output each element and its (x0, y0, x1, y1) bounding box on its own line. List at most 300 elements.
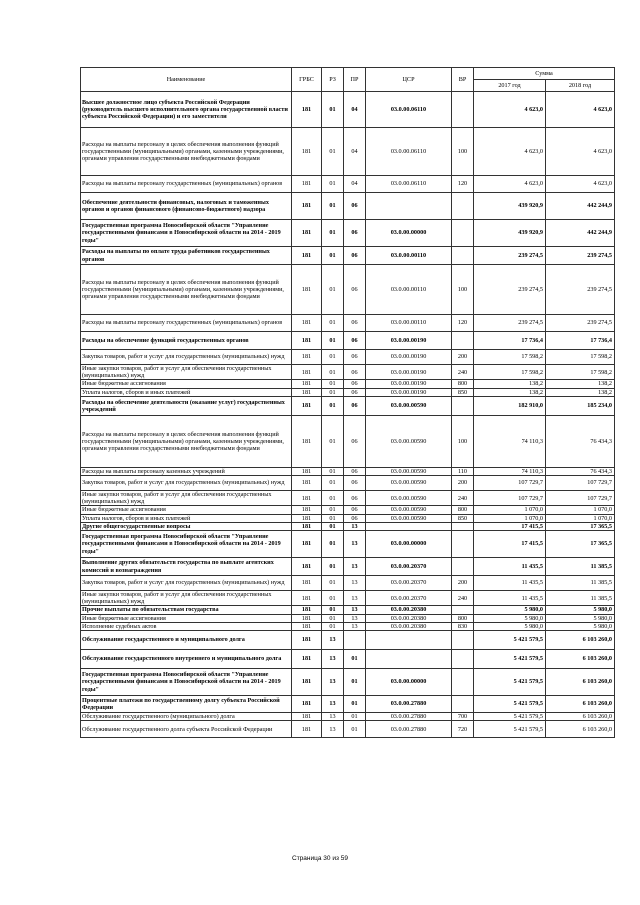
cell-rz: 01 (322, 622, 344, 630)
cell-pr: 06 (344, 315, 366, 332)
table-row (81, 176, 615, 193)
cell-pr: 01 (344, 696, 366, 713)
cell-vr (452, 220, 474, 247)
cell-grbs: 181 (292, 315, 322, 332)
cell-grbs: 181 (292, 128, 322, 176)
cell-sum-2018: 11 385,5 (546, 558, 615, 576)
cell-vr: 120 (452, 176, 474, 193)
cell-name: Другие общегосударственные вопросы (81, 522, 292, 530)
table-row (81, 721, 615, 738)
cell-sum-2018: 5 980,0 (546, 622, 615, 630)
table-row (81, 467, 615, 475)
cell-name: Процентные платежи по государственному долгу субъекта Российской Федерации (81, 696, 292, 713)
cell-rz: 01 (322, 591, 344, 606)
cell-vr (452, 696, 474, 713)
cell-sum-2018: 1 070,0 (546, 506, 615, 514)
cell-csr: 03.0.00.00000 (366, 669, 452, 696)
cell-pr: 13 (344, 522, 366, 530)
table-row (81, 614, 615, 622)
cell-csr: 03.0.00.27880 (366, 713, 452, 721)
cell-name: Государственная программа Новосибирской области "Управление государственными финансами в Новосибирской области на 2014 - 2019 годы" (81, 669, 292, 696)
cell-sum-2017: 11 435,5 (474, 558, 546, 576)
cell-vr: 100 (452, 415, 474, 467)
cell-sum-2017: 5 980,0 (474, 614, 546, 622)
cell-sum-2018: 11 385,5 (546, 591, 615, 606)
header-sum: Сумма (474, 68, 615, 80)
cell-sum-2017: 5 421 579,5 (474, 669, 546, 696)
cell-sum-2018: 5 980,0 (546, 614, 615, 622)
cell-sum-2018: 17 365,5 (546, 522, 615, 530)
table-row (81, 415, 615, 467)
cell-rz: 01 (322, 380, 344, 388)
cell-sum-2017: 5 421 579,5 (474, 631, 546, 650)
cell-sum-2017: 5 980,0 (474, 622, 546, 630)
cell-sum-2018: 138,2 (546, 388, 615, 396)
cell-grbs: 181 (292, 558, 322, 576)
table-row (81, 380, 615, 388)
cell-pr: 06 (344, 514, 366, 522)
cell-grbs: 181 (292, 522, 322, 530)
cell-csr: 03.0.00.00000 (366, 220, 452, 247)
cell-vr (452, 193, 474, 220)
cell-csr: 03.0.00.00190 (366, 380, 452, 388)
cell-sum-2017: 5 421 579,5 (474, 713, 546, 721)
cell-grbs: 181 (292, 220, 322, 247)
cell-csr: 03.0.00.00110 (366, 247, 452, 265)
cell-rz: 01 (322, 332, 344, 350)
cell-sum-2017: 239 274,5 (474, 247, 546, 265)
cell-rz: 01 (322, 128, 344, 176)
cell-rz: 01 (322, 514, 344, 522)
cell-sum-2018: 239 274,5 (546, 315, 615, 332)
cell-grbs: 181 (292, 332, 322, 350)
cell-sum-2017: 107 729,7 (474, 491, 546, 506)
cell-rz: 13 (322, 669, 344, 696)
cell-name: Иные бюджетные ассигнования (81, 614, 292, 622)
header-pr: ПР (344, 68, 366, 92)
cell-sum-2018: 239 274,5 (546, 247, 615, 265)
cell-pr: 06 (344, 220, 366, 247)
cell-sum-2018: 6 103 260,0 (546, 713, 615, 721)
cell-name: Государственная программа Новосибирской области "Управление государственными финансами в Новосибирской области на 2014 - 2019 годы" (81, 531, 292, 558)
cell-vr: 240 (452, 591, 474, 606)
cell-grbs: 181 (292, 506, 322, 514)
cell-vr (452, 522, 474, 530)
cell-csr: 03.0.00.00190 (366, 350, 452, 365)
cell-sum-2018: 107 729,7 (546, 476, 615, 491)
cell-sum-2018: 185 234,0 (546, 396, 615, 415)
cell-csr: 03.0.00.00590 (366, 491, 452, 506)
cell-csr: 03.0.00.06110 (366, 128, 452, 176)
cell-vr: 200 (452, 476, 474, 491)
cell-pr: 06 (344, 265, 366, 315)
cell-sum-2018: 17 598,2 (546, 365, 615, 380)
cell-sum-2017: 17 736,4 (474, 332, 546, 350)
cell-name: Расходы на выплаты по оплате труда работников государственных органов (81, 247, 292, 265)
cell-name: Расходы на выплаты персоналу в целях обеспечения выполнения функций государственными (муниципальными) органами, казенными учреждениями, органами управления государственными внебюджетными фондами (81, 415, 292, 467)
table-row (81, 669, 615, 696)
cell-vr: 800 (452, 506, 474, 514)
cell-csr: 03.0.00.00590 (366, 476, 452, 491)
cell-name: Иные закупки товаров, работ и услуг для обеспечения государственных (муниципальных) нужд (81, 591, 292, 606)
cell-sum-2017: 138,2 (474, 388, 546, 396)
table-row (81, 631, 615, 650)
table-row (81, 506, 615, 514)
cell-sum-2017: 4 623,0 (474, 92, 546, 128)
cell-sum-2018: 5 980,0 (546, 606, 615, 614)
cell-name: Иные бюджетные ассигнования (81, 506, 292, 514)
cell-grbs: 181 (292, 247, 322, 265)
budget-table-sheet (80, 67, 614, 738)
cell-sum-2018: 4 623,0 (546, 176, 615, 193)
cell-name: Государственная программа Новосибирской области "Управление государственными финансами в Новосибирской области на 2014 - 2019 годы" (81, 220, 292, 247)
cell-pr: 06 (344, 247, 366, 265)
cell-rz: 13 (322, 713, 344, 721)
header-csr: ЦСР (366, 68, 452, 92)
cell-sum-2017: 74 110,3 (474, 467, 546, 475)
cell-rz: 01 (322, 522, 344, 530)
cell-vr (452, 92, 474, 128)
cell-grbs: 181 (292, 415, 322, 467)
table-row (81, 388, 615, 396)
cell-pr: 13 (344, 614, 366, 622)
table-row (81, 220, 615, 247)
cell-grbs: 181 (292, 365, 322, 380)
cell-csr: 03.0.00.20380 (366, 606, 452, 614)
cell-vr (452, 558, 474, 576)
cell-sum-2018: 4 623,0 (546, 92, 615, 128)
cell-csr: 03.0.00.06110 (366, 176, 452, 193)
cell-sum-2017: 17 415,5 (474, 522, 546, 530)
cell-pr: 06 (344, 491, 366, 506)
cell-pr: 01 (344, 713, 366, 721)
table-row (81, 576, 615, 591)
cell-sum-2018: 138,2 (546, 380, 615, 388)
cell-pr: 06 (344, 506, 366, 514)
cell-grbs: 181 (292, 396, 322, 415)
page-number: Страница 30 из 59 (292, 855, 348, 862)
cell-name: Иные закупки товаров, работ и услуг для обеспечения государственных (муниципальных) нужд (81, 365, 292, 380)
cell-rz: 01 (322, 576, 344, 591)
budget-table (80, 67, 615, 738)
cell-sum-2018: 6 103 260,0 (546, 631, 615, 650)
cell-rz: 01 (322, 476, 344, 491)
cell-sum-2017: 107 729,7 (474, 476, 546, 491)
cell-sum-2017: 17 415,5 (474, 531, 546, 558)
cell-vr: 700 (452, 713, 474, 721)
cell-vr: 200 (452, 350, 474, 365)
cell-pr: 13 (344, 591, 366, 606)
cell-sum-2018: 442 244,9 (546, 193, 615, 220)
cell-rz: 01 (322, 247, 344, 265)
cell-sum-2018: 6 103 260,0 (546, 669, 615, 696)
cell-name: Расходы на выплаты персоналу казенных учреждений (81, 467, 292, 475)
cell-rz: 01 (322, 415, 344, 467)
cell-rz: 01 (322, 265, 344, 315)
cell-pr: 13 (344, 576, 366, 591)
cell-sum-2017: 1 070,0 (474, 506, 546, 514)
cell-name: Расходы на выплаты персоналу в целях обеспечения выполнения функций государственными (муниципальными) органами, казенными учреждениями, органами управления государственными внебюджетными фондами (81, 265, 292, 315)
cell-name: Обеспечение деятельности финансовых, налоговых и таможенных органов и органов финансового (финансово-бюджетного) надзора (81, 193, 292, 220)
cell-grbs: 181 (292, 193, 322, 220)
cell-vr: 100 (452, 265, 474, 315)
cell-sum-2018: 6 103 260,0 (546, 650, 615, 669)
cell-csr: 03.0.00.06110 (366, 92, 452, 128)
cell-sum-2017: 239 274,5 (474, 265, 546, 315)
cell-sum-2018: 107 729,7 (546, 491, 615, 506)
cell-pr: 06 (344, 332, 366, 350)
cell-rz: 01 (322, 606, 344, 614)
cell-name: Закупка товаров, работ и услуг для государственных (муниципальных) нужд (81, 576, 292, 591)
cell-name: Прочие выплаты по обязательствам государства (81, 606, 292, 614)
cell-pr: 04 (344, 92, 366, 128)
cell-sum-2017: 11 435,5 (474, 576, 546, 591)
cell-sum-2017: 17 598,2 (474, 365, 546, 380)
table-row (81, 491, 615, 506)
cell-sum-2017: 17 598,2 (474, 350, 546, 365)
cell-sum-2018: 76 434,3 (546, 467, 615, 475)
cell-name: Закупка товаров, работ и услуг для государственных (муниципальных) нужд (81, 350, 292, 365)
table-row (81, 522, 615, 530)
cell-rz: 01 (322, 558, 344, 576)
cell-name: Расходы на выплаты персоналу государственных (муниципальных) органов (81, 315, 292, 332)
table-row (81, 558, 615, 576)
cell-csr (366, 522, 452, 530)
cell-rz: 13 (322, 721, 344, 738)
cell-vr: 120 (452, 315, 474, 332)
cell-grbs: 181 (292, 476, 322, 491)
header-row-top (81, 68, 615, 80)
cell-grbs: 181 (292, 467, 322, 475)
header-name: Наименование (81, 68, 292, 92)
cell-csr: 03.0.00.00590 (366, 396, 452, 415)
cell-rz: 13 (322, 696, 344, 713)
cell-csr: 03.0.00.20380 (366, 614, 452, 622)
cell-grbs: 181 (292, 696, 322, 713)
cell-rz: 01 (322, 92, 344, 128)
cell-sum-2018: 76 434,3 (546, 415, 615, 467)
cell-pr: 01 (344, 669, 366, 696)
table-row (81, 247, 615, 265)
table-row (81, 315, 615, 332)
cell-vr: 110 (452, 467, 474, 475)
cell-name: Уплата налогов, сборов и иных платежей (81, 388, 292, 396)
cell-sum-2017: 138,2 (474, 380, 546, 388)
header-grbs: ГРБС (292, 68, 322, 92)
cell-grbs: 181 (292, 514, 322, 522)
cell-csr: 03.0.00.00190 (366, 332, 452, 350)
table-row (81, 591, 615, 606)
cell-name: Расходы на обеспечение деятельности (оказание услуг) государственных учреждений (81, 396, 292, 415)
cell-grbs: 181 (292, 606, 322, 614)
cell-grbs: 181 (292, 576, 322, 591)
cell-csr: 03.0.00.00110 (366, 265, 452, 315)
table-row (81, 622, 615, 630)
cell-vr (452, 669, 474, 696)
table-row (81, 531, 615, 558)
cell-sum-2017: 182 910,0 (474, 396, 546, 415)
cell-grbs: 181 (292, 650, 322, 669)
cell-sum-2018: 1 070,0 (546, 514, 615, 522)
cell-csr (366, 650, 452, 669)
cell-csr (366, 193, 452, 220)
cell-sum-2018: 17 365,5 (546, 531, 615, 558)
cell-vr: 200 (452, 576, 474, 591)
cell-sum-2018: 4 623,0 (546, 128, 615, 176)
cell-rz: 01 (322, 531, 344, 558)
cell-sum-2017: 5 421 579,5 (474, 721, 546, 738)
cell-rz: 13 (322, 631, 344, 650)
cell-csr: 03.0.00.00110 (366, 315, 452, 332)
cell-rz: 01 (322, 388, 344, 396)
cell-pr: 06 (344, 350, 366, 365)
cell-pr: 06 (344, 396, 366, 415)
table-row (81, 650, 615, 669)
cell-grbs: 181 (292, 388, 322, 396)
table-row (81, 396, 615, 415)
cell-rz: 01 (322, 506, 344, 514)
cell-sum-2017: 4 623,0 (474, 176, 546, 193)
cell-rz: 01 (322, 193, 344, 220)
cell-pr: 06 (344, 388, 366, 396)
cell-sum-2018: 17 598,2 (546, 350, 615, 365)
cell-grbs: 181 (292, 622, 322, 630)
cell-sum-2017: 239 274,5 (474, 315, 546, 332)
table-body (81, 92, 615, 738)
cell-rz: 01 (322, 396, 344, 415)
cell-vr (452, 332, 474, 350)
cell-pr: 06 (344, 467, 366, 475)
cell-vr: 240 (452, 491, 474, 506)
table-row (81, 193, 615, 220)
cell-sum-2018: 239 274,5 (546, 265, 615, 315)
cell-grbs: 181 (292, 591, 322, 606)
cell-csr: 03.0.00.20380 (366, 622, 452, 630)
cell-pr: 13 (344, 622, 366, 630)
cell-name: Обслуживание государственного (муниципального) долга (81, 713, 292, 721)
cell-rz: 01 (322, 176, 344, 193)
cell-grbs: 181 (292, 614, 322, 622)
cell-rz: 01 (322, 220, 344, 247)
cell-csr: 03.0.00.20370 (366, 591, 452, 606)
cell-vr: 830 (452, 622, 474, 630)
cell-sum-2017: 5 421 579,5 (474, 696, 546, 713)
cell-sum-2018: 442 244,9 (546, 220, 615, 247)
table-row (81, 128, 615, 176)
cell-grbs: 181 (292, 491, 322, 506)
cell-name: Иные бюджетные ассигнования (81, 380, 292, 388)
cell-sum-2017: 4 623,0 (474, 128, 546, 176)
cell-csr: 03.0.00.00590 (366, 467, 452, 475)
cell-grbs: 181 (292, 350, 322, 365)
cell-pr: 01 (344, 721, 366, 738)
cell-name: Расходы на выплаты персоналу в целях обеспечения выполнения функций государственными (муниципальными) органами, казенными учреждениями, органами управления государственными внебюджетными фондами (81, 128, 292, 176)
cell-vr: 850 (452, 388, 474, 396)
cell-csr: 03.0.00.20370 (366, 558, 452, 576)
cell-csr: 03.0.00.00590 (366, 415, 452, 467)
cell-rz: 01 (322, 350, 344, 365)
cell-pr: 06 (344, 380, 366, 388)
cell-csr: 03.0.00.00590 (366, 506, 452, 514)
cell-csr: 03.0.00.00190 (366, 365, 452, 380)
cell-vr (452, 531, 474, 558)
cell-vr: 800 (452, 380, 474, 388)
table-row (81, 265, 615, 315)
cell-grbs: 181 (292, 380, 322, 388)
cell-csr: 03.0.00.20370 (366, 576, 452, 591)
cell-sum-2017: 5 421 579,5 (474, 650, 546, 669)
cell-vr (452, 247, 474, 265)
cell-csr: 03.0.00.00000 (366, 531, 452, 558)
cell-pr: 01 (344, 650, 366, 669)
cell-pr: 06 (344, 476, 366, 491)
header-year-2017: 2017 год (474, 80, 546, 92)
cell-csr: 03.0.00.27880 (366, 721, 452, 738)
cell-rz: 01 (322, 315, 344, 332)
cell-vr: 800 (452, 614, 474, 622)
cell-csr: 03.0.00.27880 (366, 696, 452, 713)
cell-rz: 01 (322, 467, 344, 475)
header-year-2018: 2018 год (546, 80, 615, 92)
cell-vr: 720 (452, 721, 474, 738)
table-row (81, 365, 615, 380)
cell-vr (452, 650, 474, 669)
cell-name: Обслуживание государственного и муниципального долга (81, 631, 292, 650)
cell-pr: 06 (344, 415, 366, 467)
cell-rz: 01 (322, 365, 344, 380)
table-row (81, 696, 615, 713)
table-row (81, 476, 615, 491)
cell-name: Расходы на выплаты персоналу государственных (муниципальных) органов (81, 176, 292, 193)
cell-pr: 13 (344, 531, 366, 558)
cell-pr: 04 (344, 128, 366, 176)
cell-csr: 03.0.00.00190 (366, 388, 452, 396)
cell-sum-2018: 6 103 260,0 (546, 696, 615, 713)
cell-rz: 13 (322, 650, 344, 669)
cell-pr (344, 631, 366, 650)
cell-pr: 04 (344, 176, 366, 193)
cell-sum-2017: 1 070,0 (474, 514, 546, 522)
table-row (81, 92, 615, 128)
cell-grbs: 181 (292, 531, 322, 558)
cell-name: Закупка товаров, работ и услуг для государственных (муниципальных) нужд (81, 476, 292, 491)
cell-rz: 01 (322, 614, 344, 622)
cell-sum-2018: 6 103 260,0 (546, 721, 615, 738)
table-row (81, 514, 615, 522)
cell-sum-2017: 439 920,9 (474, 193, 546, 220)
header-vr: ВР (452, 68, 474, 92)
cell-vr (452, 396, 474, 415)
cell-name: Высшее должностное лицо субъекта Российской Федерации (руководитель высшего исполнительного органа государственной власти субъекта Российской Федерации) и его заместители (81, 92, 292, 128)
cell-vr (452, 606, 474, 614)
cell-csr (366, 631, 452, 650)
cell-grbs: 181 (292, 265, 322, 315)
cell-name: Расходы на обеспечение функций государственных органов (81, 332, 292, 350)
cell-sum-2017: 439 920,9 (474, 220, 546, 247)
cell-grbs: 181 (292, 631, 322, 650)
cell-sum-2018: 17 736,4 (546, 332, 615, 350)
cell-grbs: 181 (292, 669, 322, 696)
cell-grbs: 181 (292, 92, 322, 128)
cell-pr: 06 (344, 193, 366, 220)
cell-vr: 240 (452, 365, 474, 380)
cell-name: Обслуживание государственного долга субъекта Российской Федерации (81, 721, 292, 738)
table-row (81, 350, 615, 365)
cell-pr: 13 (344, 606, 366, 614)
cell-vr: 850 (452, 514, 474, 522)
cell-grbs: 181 (292, 176, 322, 193)
cell-sum-2017: 5 980,0 (474, 606, 546, 614)
